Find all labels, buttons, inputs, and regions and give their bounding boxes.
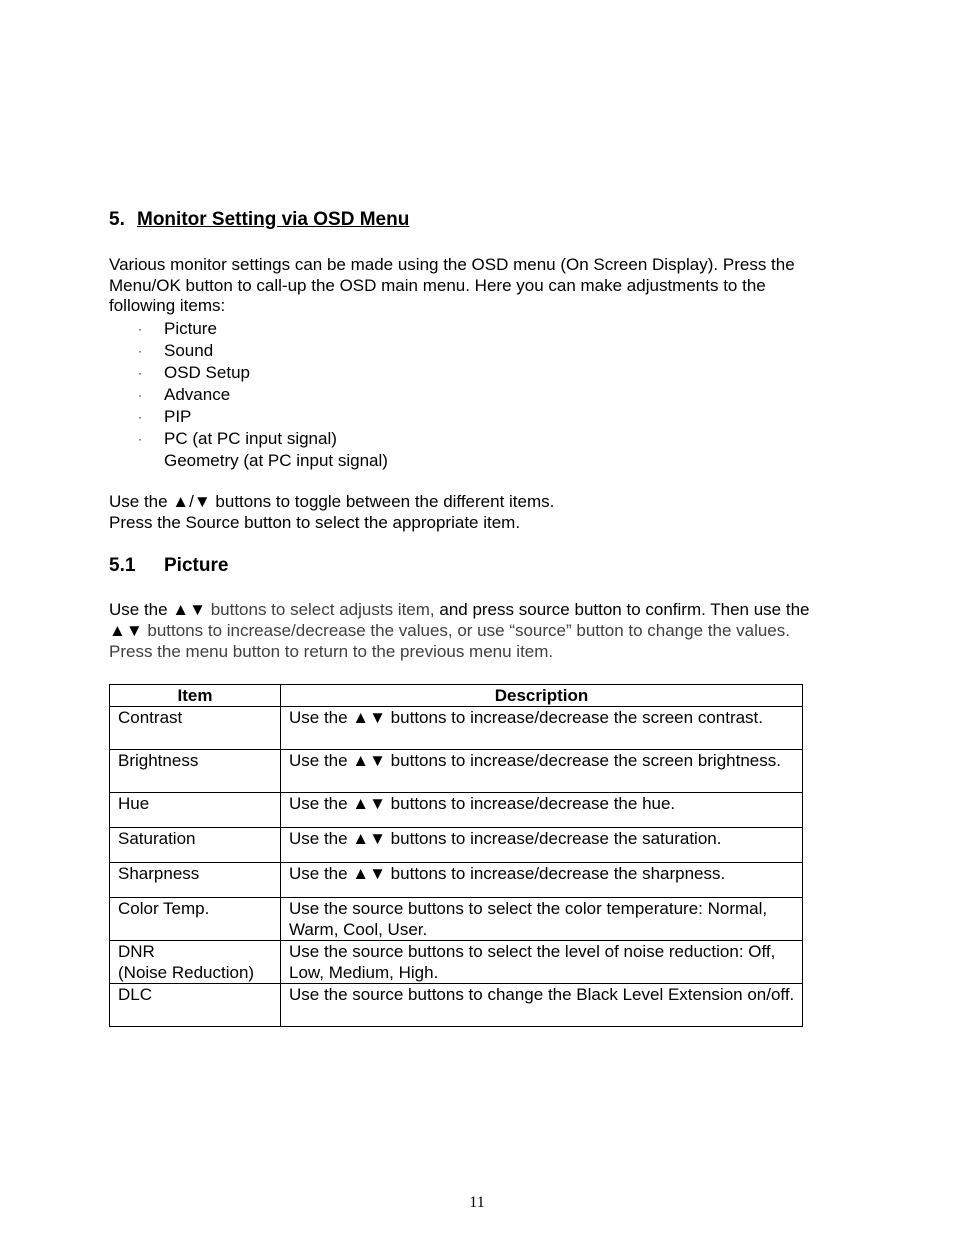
- table-row: [110, 828, 803, 863]
- description-cell: Use the ▲▼ buttons to increase/decrease the sharpness.: [281, 863, 803, 898]
- item-cell: Sharpness: [110, 863, 281, 898]
- item-cell: Color Temp.: [110, 898, 281, 941]
- description-column-header: Description: [281, 685, 803, 707]
- section-heading: [109, 209, 409, 231]
- page-number: 11: [469, 1194, 485, 1211]
- subsection-title: Picture: [164, 555, 229, 576]
- intro-paragraph: Various monitor settings can be made using the OSD menu (On Screen Display). Press the Menu/OK button to call-up the OSD main menu. Here you can make adjustments to the following items:: [109, 255, 795, 315]
- list-item-continuation: Geometry (at PC input signal): [164, 451, 388, 470]
- table-row: [110, 984, 803, 1027]
- menu-items-list: [109, 318, 388, 472]
- navigation-instructions: [109, 491, 554, 533]
- section-number: 5.: [109, 209, 125, 230]
- table-row: [110, 750, 803, 793]
- description-cell: Use the ▲▼ buttons to increase/decrease the screen brightness.: [281, 750, 803, 793]
- item-column-header: Item: [110, 685, 281, 707]
- toggle-instruction: Use the ▲/▼ buttons to toggle between the different items.: [109, 492, 555, 511]
- item-cell: Saturation: [110, 828, 281, 863]
- description-cell: Use the ▲▼ buttons to increase/decrease the saturation.: [281, 828, 803, 863]
- bullet-icon: ·: [138, 388, 142, 402]
- description-cell: Use the source buttons to select the color temperature: Normal, Warm, Cool, User.: [281, 898, 803, 941]
- bullet-icon: ·: [138, 410, 142, 424]
- item-cell: Brightness: [110, 750, 281, 793]
- list-item: · PIP: [138, 407, 192, 426]
- item-cell: DNR (Noise Reduction): [110, 941, 281, 984]
- description-cell: Use the ▲▼ buttons to increase/decrease the screen contrast.: [281, 707, 803, 750]
- section-title: Monitor Setting via OSD Menu: [137, 209, 410, 230]
- table-header-row: [110, 685, 803, 707]
- list-item: · Advance: [138, 385, 231, 404]
- bullet-icon: ·: [138, 432, 142, 446]
- list-item: · Picture: [138, 319, 217, 338]
- list-item: · OSD Setup: [138, 363, 250, 382]
- list-item: · Sound: [138, 341, 214, 360]
- table-row: [110, 898, 803, 941]
- item-cell: DLC: [110, 984, 281, 1027]
- description-cell: Use the source buttons to change the Black Level Extension on/off.: [281, 984, 803, 1027]
- subsection-number: 5.1: [109, 555, 136, 576]
- picture-instructions: Use the ▲▼ buttons to select adjusts item, and press source button to confirm. Then use the ▲▼ buttons to increase/decrease the values, or use “source” button to change the values. Press the menu button to return to the previous menu item.: [109, 600, 810, 661]
- table-row: [110, 707, 803, 750]
- bullet-icon: ·: [138, 322, 142, 336]
- select-instruction: Press the Source button to select the appropriate item.: [109, 513, 521, 532]
- bullet-icon: ·: [138, 344, 142, 358]
- table-row: [110, 941, 803, 984]
- picture-settings-table: [109, 684, 803, 1027]
- bullet-icon: ·: [138, 366, 142, 380]
- table-row: [110, 863, 803, 898]
- item-cell: Hue: [110, 793, 281, 828]
- description-cell: Use the source buttons to select the level of noise reduction: Off, Low, Medium, High.: [281, 941, 803, 984]
- item-cell: Contrast: [110, 707, 281, 750]
- subsection-heading: [109, 555, 228, 577]
- list-item: · PC (at PC input signal): [138, 429, 337, 448]
- description-cell: Use the ▲▼ buttons to increase/decrease the hue.: [281, 793, 803, 828]
- table-row: [110, 793, 803, 828]
